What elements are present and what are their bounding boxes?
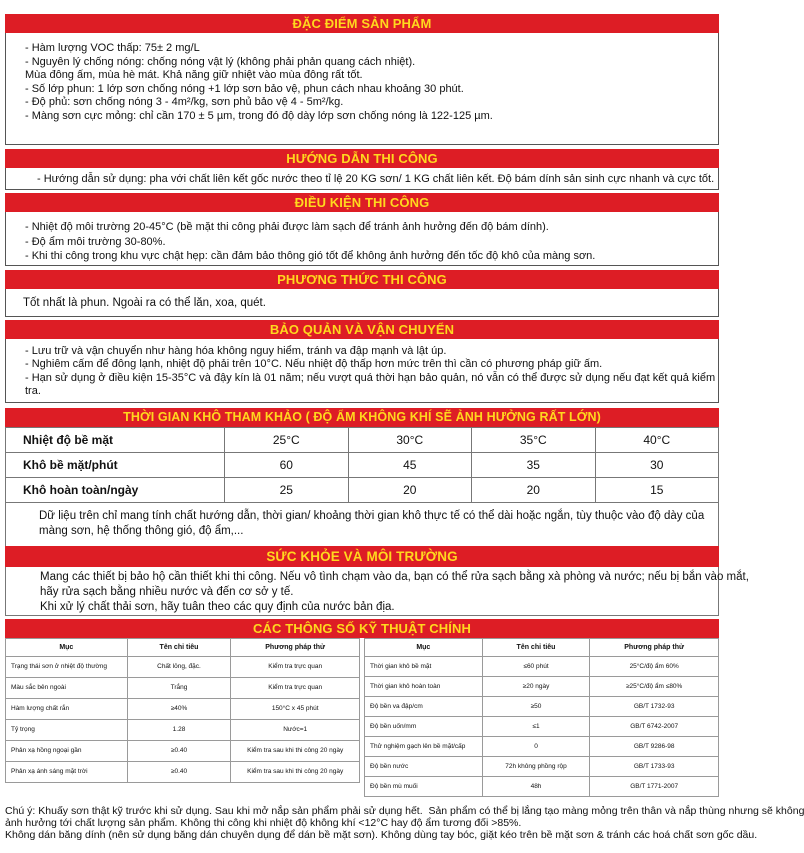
table-row bbox=[365, 657, 719, 677]
conditions-title: ĐIỀU KIỆN THI CÔNG bbox=[5, 193, 719, 212]
instructions-title: HƯỚNG DẪN THI CÔNG bbox=[5, 149, 719, 168]
spec-item: Độ bền nước bbox=[365, 757, 483, 777]
drying-note-line: Dữ liệu trên chỉ mang tính chất hướng dẫn, thời gian/ khoảng thời gian khô thực tế có thể dài hoặc ngắn, tùy thuộc vào độ dày của bbox=[39, 510, 705, 522]
conditions-box bbox=[5, 212, 719, 266]
drying-cell: 40°C bbox=[595, 428, 719, 453]
spec-item: Độ bền mù muối bbox=[365, 777, 483, 797]
spec-item: Độ bền va đập/cm bbox=[365, 697, 483, 717]
drying-row-temperature bbox=[6, 428, 719, 453]
drying-row-label: Nhiệt độ bề mặt bbox=[6, 428, 225, 453]
spec-name: ≥0.40 bbox=[127, 741, 231, 762]
feature-line: - Nguyên lý chống nóng: chống nóng vật lý (không phải phản quang cách nhiệt). bbox=[25, 55, 416, 68]
spec-method: Nước=1 bbox=[231, 720, 360, 741]
drying-cell: 30 bbox=[595, 453, 719, 478]
spec-method: GB/T 1771-2007 bbox=[590, 777, 719, 797]
method-title: PHƯƠNG THỨC THI CÔNG bbox=[5, 270, 719, 289]
feature-line: - Độ phủ: sơn chống nóng 3 - 4m²/kg, sơn phủ bảo vệ 4 - 5m²/kg. bbox=[25, 96, 344, 109]
spec-method: GB/T 1732-93 bbox=[590, 697, 719, 717]
conditions-line: - Khi thi công trong khu vực chật hẹp: cần đảm bảo thông gió tốt để không ảnh hưởng đến tốc độ khô của màng sơn. bbox=[25, 250, 596, 262]
spec-method: 25°C/độ ẩm 60% bbox=[590, 657, 719, 677]
storage-line: - Nghiêm cấm để đông lạnh, nhiệt độ phải trên 10°C. Nếu nhiệt độ thấp hơn mức trên thì cần có phương pháp giữ ấm. bbox=[25, 358, 603, 371]
method-line: Tốt nhất là phun. Ngoài ra có thể lăn, xoa, quét. bbox=[23, 297, 266, 309]
spec-name: 48h bbox=[482, 777, 590, 797]
specs-table-left bbox=[5, 638, 360, 783]
drying-row-full bbox=[6, 478, 719, 503]
spec-item: Hàm lượng chất rắn bbox=[6, 699, 128, 720]
specs-header-name: Tên chỉ tiêu bbox=[482, 639, 590, 657]
spec-item: Màu sắc bên ngoài bbox=[6, 678, 128, 699]
drying-table bbox=[5, 427, 719, 503]
feature-line: - Số lớp phun: 1 lớp sơn chống nóng +1 lớp sơn bảo vệ, phun cách nhau khoảng 30 phút. bbox=[25, 82, 464, 95]
table-row bbox=[365, 717, 719, 737]
spec-name: 0 bbox=[482, 737, 590, 757]
drying-title: THỜI GIAN KHÔ THAM KHẢO ( ĐỘ ẨM KHÔNG KHÍ SẼ ẢNH HƯỞNG RẤT LỚN) bbox=[5, 408, 719, 427]
table-row bbox=[6, 657, 360, 678]
spec-method: 150°C x 45 phút bbox=[231, 699, 360, 720]
conditions-line: - Nhiệt độ môi trường 20-45°C (bề mặt thi công phải được làm sạch để tránh ảnh hưởng đến độ bám dính). bbox=[25, 221, 549, 233]
table-row bbox=[365, 777, 719, 797]
method-box bbox=[5, 289, 719, 317]
spec-method: Kiểm tra trực quan bbox=[231, 678, 360, 699]
table-row bbox=[365, 697, 719, 717]
feature-line: Mùa đông ấm, mùa hè mát. Khả năng giữ nhiệt vào mùa đông rất tốt. bbox=[25, 69, 363, 82]
drying-cell: 25°C bbox=[225, 428, 349, 453]
health-box bbox=[5, 567, 749, 616]
spec-method: ≥25°C/độ ẩm ≤80% bbox=[590, 677, 719, 697]
footer-note bbox=[5, 805, 804, 841]
spec-item: Thử nghiệm gạch lên bề mặt/cấp bbox=[365, 737, 483, 757]
drying-cell: 30°C bbox=[348, 428, 472, 453]
conditions-line: - Độ ẩm môi trường 30-80%. bbox=[25, 235, 166, 248]
feature-line: - Màng sơn cực mỏng: chỉ cần 170 ± 5 µm, trong đó độ dày lớp sơn chống nóng là 122-125 µm. bbox=[25, 109, 493, 122]
health-line: Mang các thiết bị bảo hộ cần thiết khi thi công. Nếu vô tình chạm vào da, bạn có thể rửa sạch bằng xà phòng và nước; nếu bị bắn vào mắt, bbox=[40, 571, 749, 583]
spec-name: Chất lỏng, đặc. bbox=[127, 657, 231, 678]
footer-line: Chú ý: Khuấy sơn thật kỹ trước khi sử dụng. Sau khi mở nắp sản phẩm phải sử dụng hết. Sản phẩm có thể bị lắng tạo màng mỏng trên thân và nắp thùng nhưng sẽ không bbox=[5, 805, 804, 817]
drying-note bbox=[5, 502, 719, 547]
instructions-box bbox=[5, 168, 719, 190]
table-row bbox=[365, 737, 719, 757]
health-line: Khi xử lý chất thải sơn, hãy tuân theo các quy định của nước bản địa. bbox=[40, 601, 395, 613]
spec-name: ≥20 ngày bbox=[482, 677, 590, 697]
table-row bbox=[6, 762, 360, 783]
spec-item: Tỷ trọng bbox=[6, 720, 128, 741]
drying-row-label: Khô hoàn toàn/ngày bbox=[6, 478, 225, 503]
specs-header-method: Phương pháp thử bbox=[231, 639, 360, 657]
feature-line: - Hàm lượng VOC thấp: 75± 2 mg/L bbox=[25, 42, 200, 54]
table-row bbox=[6, 720, 360, 741]
storage-title: BẢO QUẢN VÀ VẬN CHUYỂN bbox=[5, 320, 719, 339]
table-row bbox=[6, 741, 360, 762]
storage-line: - Hạn sử dụng ở điều kiện 15-35°C và đậy kín là 01 năm; nếu vượt quá thời hạn bảo quản, nó vẫn có thể được sử dụng nếu đạt kết quả kiểm bbox=[25, 371, 716, 384]
spec-item: Trạng thái sơn ở nhiệt độ thường bbox=[6, 657, 128, 678]
spec-method: Kiểm tra sau khi thi công 20 ngày bbox=[231, 741, 360, 762]
spec-item: Độ bền uốn/mm bbox=[365, 717, 483, 737]
spec-method: GB/T 9286-98 bbox=[590, 737, 719, 757]
specs-header-name: Tên chỉ tiêu bbox=[127, 639, 231, 657]
spec-name: ≥0.40 bbox=[127, 762, 231, 783]
storage-line: - Lưu trữ và vận chuyển như hàng hóa không nguy hiểm, tránh va đập mạnh và lật úp. bbox=[25, 345, 447, 357]
drying-cell: 35 bbox=[472, 453, 596, 478]
spec-item: Thời gian khô hoàn toàn bbox=[365, 677, 483, 697]
spec-item: Thời gian khô bề mặt bbox=[365, 657, 483, 677]
spec-method: Kiểm tra sau khi thi công 20 ngày bbox=[231, 762, 360, 783]
specs-header-item: Mục bbox=[6, 639, 128, 657]
storage-line: tra. bbox=[25, 384, 41, 397]
table-row bbox=[365, 677, 719, 697]
drying-cell: 35°C bbox=[472, 428, 596, 453]
spec-method: Kiểm tra trực quan bbox=[231, 657, 360, 678]
spec-method: GB/T 1733-93 bbox=[590, 757, 719, 777]
health-title: SỨC KHỎE VÀ MÔI TRƯỜNG bbox=[5, 546, 719, 567]
health-line: hãy rửa sạch bằng nhiều nước và đến cơ sở y tế. bbox=[40, 586, 294, 598]
drying-row-surface bbox=[6, 453, 719, 478]
drying-note-line: màng sơn, hệ thống thông gió, độ ẩm,... bbox=[39, 525, 244, 537]
spec-name: ≤60 phút bbox=[482, 657, 590, 677]
drying-cell: 25 bbox=[225, 478, 349, 503]
instructions-line: - Hướng dẫn sử dụng: pha với chất liên kết gốc nước theo tỉ lệ 20 KG sơn/ 1 KG chất liên kết. Độ bám dính sản sinh cực nhanh và cực tốt. bbox=[37, 173, 715, 185]
drying-cell: 20 bbox=[472, 478, 596, 503]
footer-line: ảnh hưởng tới chất lượng sản phẩm. Không thi công khi nhiệt độ không khí <12°C hay độ ẩm tương đối >85%. bbox=[5, 817, 522, 829]
spec-name: ≥50 bbox=[482, 697, 590, 717]
specs-header-item: Mục bbox=[365, 639, 483, 657]
drying-cell: 45 bbox=[348, 453, 472, 478]
specs-title: CÁC THÔNG SỐ KỸ THUẬT CHÍNH bbox=[5, 619, 719, 638]
spec-method: GB/T 6742-2007 bbox=[590, 717, 719, 737]
spec-item: Phản xạ hồng ngoại gần bbox=[6, 741, 128, 762]
footer-line: Không dán băng dính (nên sử dụng băng dán chuyên dụng để dán bề mặt sơn). Không dùng tay bóc, giặt kéo trên bề mặt sơn & tránh các hoá chất sơn gốc dầu. bbox=[5, 829, 758, 841]
spec-name: ≥40% bbox=[127, 699, 231, 720]
table-row bbox=[365, 757, 719, 777]
spec-name: 72h không phồng rộp bbox=[482, 757, 590, 777]
spec-name: 1.28 bbox=[127, 720, 231, 741]
spec-item: Phản xạ ánh sáng mặt trời bbox=[6, 762, 128, 783]
drying-cell: 20 bbox=[348, 478, 472, 503]
features-box bbox=[5, 33, 719, 145]
drying-cell: 15 bbox=[595, 478, 719, 503]
drying-cell: 60 bbox=[225, 453, 349, 478]
storage-box bbox=[5, 339, 719, 403]
specs-header-method: Phương pháp thử bbox=[590, 639, 719, 657]
table-row bbox=[6, 699, 360, 720]
table-row bbox=[6, 678, 360, 699]
spec-name: Trắng bbox=[127, 678, 231, 699]
spec-name: ≤1 bbox=[482, 717, 590, 737]
features-title: ĐẶC ĐIỂM SẢN PHẨM bbox=[5, 14, 719, 33]
drying-row-label: Khô bề mặt/phút bbox=[6, 453, 225, 478]
specs-table-right bbox=[364, 638, 719, 797]
